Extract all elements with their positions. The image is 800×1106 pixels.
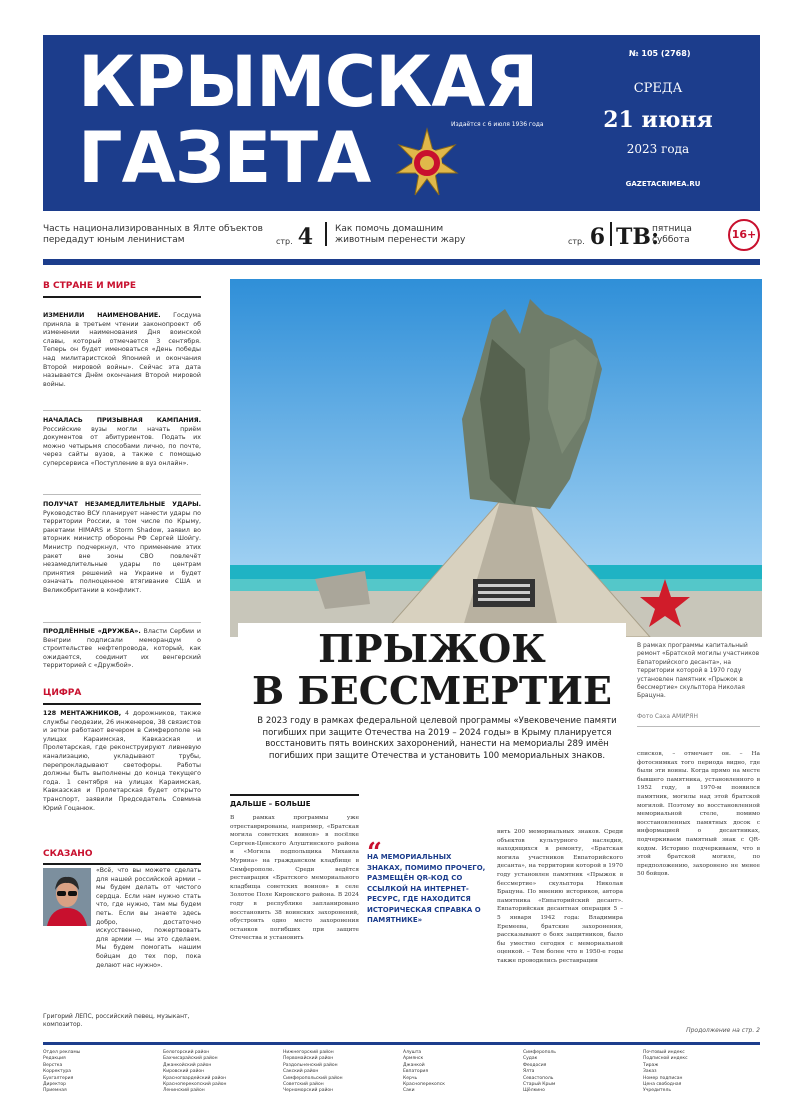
page-number: 6 xyxy=(589,224,606,250)
ticker-item: Керчь xyxy=(403,1075,418,1081)
section-heading-figure: ЦИФРА xyxy=(43,688,82,698)
newspaper-title-line2: ГАЗЕТА xyxy=(78,117,371,199)
ticker-item: Кировский район xyxy=(163,1069,205,1075)
quote-author: Григорий ЛЕПС, российский певец, музыкант, композитор. xyxy=(43,1013,190,1028)
issue-year: 2023 года xyxy=(626,142,690,156)
ticker-item: Ялта xyxy=(523,1069,535,1075)
headline-box[interactable] xyxy=(238,623,626,713)
teaser-2-text[interactable]: Как помочь домашним животным перенести жару xyxy=(335,224,466,245)
figure-item[interactable] xyxy=(43,710,201,813)
news-item[interactable] xyxy=(43,501,201,596)
ticker-column xyxy=(283,1050,391,1095)
author-portrait xyxy=(43,868,91,926)
issue-date: 21 июня xyxy=(603,107,713,133)
news-head: НАЧАЛАСЬ ПРИЗЫВНАЯ КАМПАНИЯ. xyxy=(43,417,201,424)
tv-day: пятница xyxy=(652,224,692,234)
ticker-item: Старый Крым xyxy=(523,1082,556,1088)
news-body: Российские вузы могли начать приём документов от абитуриентов. Подать их можно четырьмя способами лично, по почте, через сайты вузов, а также с помощью суперсервиса «Поступление в вуз онлайн». xyxy=(43,425,201,467)
ticker-item: Корректура xyxy=(43,1069,72,1075)
figure-head: 128 МЕНТАЖНИКОВ, xyxy=(43,710,122,717)
ticker-item: Евпатория xyxy=(403,1069,429,1075)
headline-line2: В БЕССМЕРТИЕ xyxy=(251,668,613,713)
section-heading-news: В СТРАНЕ И МИРЕ xyxy=(43,281,137,291)
figure-body: 4 дорожников, также службы геодезии, 26 инженеров, 38 связистов и зетки работают вечером в Симферополе на улицах Караимская, Кавказская и Пролетарская, где реконструируют ливневую канализацию, укладывают трубы, перепрокладывают светофоры. Работы должны быть выполнены до конца текущего года. 1 сентября на улицах Караимская, Кавказская и Пролетарская будет открыто транспорт, заявили Председатель Совмина Юрий Гоцанюк. xyxy=(43,710,201,812)
ticker-item: Севастополь xyxy=(523,1075,554,1081)
page-label: стр. xyxy=(568,237,585,246)
newspaper-title-line1: КРЫМСКАЯ xyxy=(78,41,538,123)
ticker-item: Нижнегорский район xyxy=(283,1050,334,1055)
ticker-item: Феодосия xyxy=(523,1062,547,1068)
ticker-item: Цена свободная xyxy=(643,1082,682,1088)
ticker-item: Учредитель xyxy=(643,1088,671,1094)
news-body: Руководство ВСУ планирует нанести удары по территории России, в том числе по Крыму, ракетами HIMARS и Storm Shadow, заявил во вторник министр обороны РФ Сергей Шойгу. Министр подчеркнул, что применение этих ракет вне зоны СВО повлечёт незамедлительные удары по центрам принятия решений на Украине и будет означать полноценное втягивание США и Великобритании в конфликт. xyxy=(43,509,201,594)
ticker-item: Красноперекопск xyxy=(403,1082,445,1088)
article-subhead: ДАЛЬШЕ – БОЛЬШЕ xyxy=(230,800,311,808)
ticker-item: Ленинский район xyxy=(163,1088,205,1094)
ticker-item: Почтовый индекс xyxy=(643,1050,685,1055)
ticker-item: Отдел рекламы xyxy=(43,1050,81,1055)
teaser-1-text[interactable]: Часть национализированных в Ялте объектов передадут юным ленинистам xyxy=(43,224,263,245)
ticker-item: Джанкой xyxy=(403,1062,425,1068)
teaser-1-page[interactable] xyxy=(276,226,313,248)
ticker-item: Советский район xyxy=(283,1082,324,1088)
news-item[interactable] xyxy=(43,628,201,671)
news-head: ПРОДЛЁННЫЕ «ДРУЖБА». xyxy=(43,628,141,635)
ticker-item: Судак xyxy=(523,1056,538,1062)
ticker-item: Щёлкино xyxy=(523,1088,545,1094)
tv-day: суббота xyxy=(652,235,690,245)
teaser-2-page[interactable] xyxy=(568,226,605,248)
monument-photo[interactable] xyxy=(230,279,762,637)
page-label: стр. xyxy=(276,237,293,246)
ticker-item: Саки xyxy=(403,1088,415,1094)
separator xyxy=(43,494,201,495)
order-emblem-icon xyxy=(391,127,463,199)
ticker-item: Бухгалтерия xyxy=(43,1075,74,1081)
separator xyxy=(43,622,201,623)
ticker-item: Красноперекопский район xyxy=(163,1082,227,1088)
photo-credit: Фото Саха АМИРЯН xyxy=(637,713,698,720)
ticker-column xyxy=(163,1050,271,1095)
section-rule xyxy=(43,863,201,865)
news-head: ПОЛУЧАТ НЕЗАМЕДЛИТЕЛЬНЫЕ УДАРЫ. xyxy=(43,501,201,508)
header-rule xyxy=(43,259,760,265)
ticker-item: Бахчисарайский район xyxy=(163,1056,218,1062)
photo-caption: В рамках программы капитальный ремонт «Братской могилы участников Евпаторийского десанта», на территории которой в 1970 году установлен памятник «Прыжок в бессмертие» скульптора Николая Брацуна. xyxy=(637,642,760,700)
ticker-item: Армянск xyxy=(403,1056,424,1062)
ticker-item: Симферопольский район xyxy=(283,1075,343,1081)
article-column-3: вить 200 мемориальных знаков. Среди объектов культурного наследия, находящихся в ремонту, «Братская могила участников Евпаторийского десанта», на территории которой в 1970 году установлен памятник «Прыжок в бессмертие» скульптора Николая Брацуна. По мнению историков, автора памятника «Евпаторийский десант». Евпаторийская десантная операция 5 – 5 января 1942 года: Владимира Еремеева, братские захоронения, рассказывают о боях защитников, было бы уместно сегодня с мемориальной оценкой. – Тем более что в 1950-е годы также проводились реставрации xyxy=(497,829,623,964)
separator xyxy=(637,726,760,727)
weekday: СРЕДА xyxy=(633,81,683,96)
tv-days[interactable] xyxy=(652,224,692,246)
continued-link[interactable]: Продолжение на стр. 2 xyxy=(686,1027,760,1034)
divider xyxy=(325,222,327,246)
section-rule xyxy=(43,296,201,298)
pull-quote: НА МЕМОРИАЛЬНЫХ ЗНАКАХ, ПОМИМО ПРОЧЕГО, РАЗМЕЩЁН QR-КОД СО ССЫЛКОЙ НА ИНТЕРНЕТ-РЕСУРС, ГДЕ НАХОДИТСЯ ИСТОРИЧЕСКАЯ СПРАВКА О ПАМЯТНИКЕ» xyxy=(367,853,486,924)
ticker-item: Симферополь xyxy=(523,1050,556,1055)
ticker-column xyxy=(643,1050,751,1095)
ticker-item: Номер подписан xyxy=(643,1075,683,1081)
masthead xyxy=(43,35,760,211)
ticker-item: Заказ xyxy=(643,1069,657,1075)
website-link[interactable]: GAZETACRIMEA.RU xyxy=(625,180,701,188)
news-item[interactable] xyxy=(43,417,201,469)
ticker-item: Сакский район xyxy=(283,1069,319,1075)
footer-rule xyxy=(43,1042,760,1045)
ticker-item: Первомайский район xyxy=(283,1056,334,1062)
ticker-item: Белогорский район xyxy=(163,1050,210,1055)
ticker-item: Приемная xyxy=(43,1088,67,1094)
article-column-1: В рамках программы уже отреставрированы, например, «Братская могила советских воинов» в посёлке Сергеев-Ценского Алуштинского района и «Могила подпольщика Михаила Мурина» на гражданском кладбище в Симферополе. Среди ведётся реставрация «Братского мемориального кладбища советских воинов» в селе Золотое Поле Кировского района. В 2024 году в республике запланировано восстановить 38 воинских захоронений, обустроить одно место захоронения останков погибших при защите Отечества и установить xyxy=(230,815,359,942)
page-number: 4 xyxy=(297,224,314,250)
ticker-item: Раздольненский район xyxy=(283,1062,338,1068)
article-column-4: списков, – отмечает он. – На фотоснимках того периода видно, где были эти воины. Когда прямо на месте бывшего памятника, установленного в 1952 году, в 1970-м появился памятник, могилы над этой братской могилой. Поэтому во восстановленной мемориальной стеле, помимо восстановленных памятных досок с информацией о десантниках, подчеркиваем памятный знак с QR-кодом. Историю подчеркиваем, что в этой братской могиле, по предположению, захоронено не менее 50 бойцов. xyxy=(637,751,760,878)
news-head: ИЗМЕНИЛИ НАИМЕНОВАНИЕ. xyxy=(43,312,161,319)
founded-note: Издаётся с 6 июля 1936 года xyxy=(451,121,544,128)
age-rating-badge: 16+ xyxy=(728,219,760,251)
ticker-item: Редакция xyxy=(43,1056,66,1062)
ticker-item: Черноморский район xyxy=(283,1088,334,1094)
divider xyxy=(610,222,612,246)
news-body: Власти Сербии и Венгрии подписали меморандум о строительстве нефтепровода, который, как ожидается, соединит их венгерский территорией с «Дружбой». xyxy=(43,628,201,670)
ticker-column xyxy=(523,1050,631,1095)
ticker-item: Красногвардейский район xyxy=(163,1075,227,1081)
ticker-item: Алушта xyxy=(403,1050,422,1055)
quote-mark-icon: “ xyxy=(367,838,382,868)
section-heading-said: СКАЗАНО xyxy=(43,849,93,859)
ticker-item: Джанкойский район xyxy=(163,1062,212,1068)
headline-line1: ПРЫЖОК xyxy=(318,626,546,671)
news-item[interactable] xyxy=(43,312,201,389)
subhead-rule xyxy=(230,794,359,796)
ticker-item: Верстка xyxy=(43,1062,63,1068)
separator xyxy=(43,410,201,411)
tv-label[interactable]: ТВ: xyxy=(616,224,660,250)
ticker-item: Подписной индекс xyxy=(643,1056,688,1062)
section-rule xyxy=(43,703,201,705)
ticker-item: Тираж xyxy=(643,1062,659,1068)
ticker-item: Директор xyxy=(43,1082,67,1088)
ticker-column xyxy=(43,1050,151,1095)
article-lead: В 2023 году в рамках федеральной целевой программы «Увековечение памяти погибших при защите Отечества на 2019 – 2024 годы» в Крыму планируется восстановить пять воинских захоронений, нанести на мемориалы 289 имён погибших при защите Отечества и установить 100 мемориальных знаков. xyxy=(257,716,617,761)
ticker-column xyxy=(403,1050,511,1095)
news-body: Госдума приняла в третьем чтении законопроект об изменении наименования Дня воинской славы, который отмечается 3 сентября. Теперь он будет именоваться «День победы над милитаристской Японией и окончания Второй мировой войны». Сейчас эта дата называется Днём окончания Второй мировой войны. xyxy=(43,312,201,388)
issue-number: № 105 (2768) xyxy=(629,49,691,58)
quote-text: «Всё, что вы можете сделать для нашей российской армии – мы будем делать от чистого сердца. Если нам нужно стать что, где нужно, там мы будем петь. Если вы знаете здесь добро, достаточно искусственно, пожертвовать для армии — мы это сделаем. Мы будем помогать нашим бойцам до тех пор, пока делают нас нужно». xyxy=(96,867,201,969)
